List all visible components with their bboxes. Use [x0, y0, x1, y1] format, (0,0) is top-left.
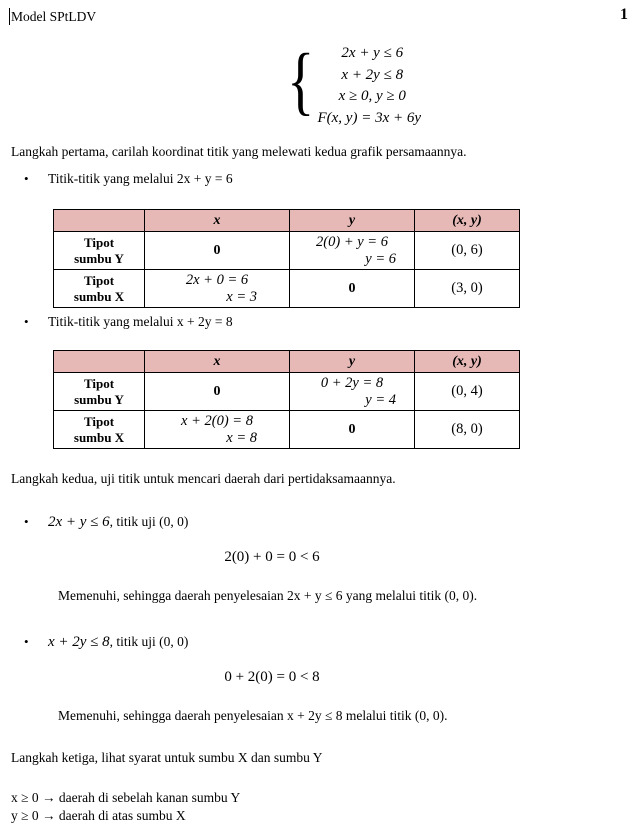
bullet-dot-icon: • [24, 634, 29, 649]
table1-row1-x-l1: 2x + 0 = 6 [185, 271, 249, 288]
table1-row0-label [54, 232, 145, 270]
table-points-line-1 [53, 209, 520, 308]
table1-row0-label-l1: Tipot [83, 234, 115, 250]
left-curly-brace: { [287, 39, 315, 123]
system-line-1: 2x + y ≤ 6 [341, 45, 404, 61]
system-line-4: F(x, y) = 3x + 6y [317, 109, 422, 126]
table1-row1-label [54, 270, 145, 308]
bullet-item-4-math: x + 2y ≤ 8 [48, 634, 110, 650]
table2-row0-xy: (0, 4) [415, 373, 520, 411]
table2-header-x: x [145, 351, 290, 373]
page-number: 1 [620, 6, 628, 23]
table1-header-y: y [290, 210, 415, 232]
table-row [54, 411, 520, 449]
table1-row1-xy: (3, 0) [415, 270, 520, 308]
bullet-item-4 [24, 633, 188, 651]
table-header-row [54, 210, 520, 232]
table2-row0-label-l1: Tipot [83, 375, 115, 391]
bullet-item-3-plain: , titik uji (0, 0) [109, 514, 189, 529]
table2-row1-y: 0 [290, 411, 415, 449]
test-equation-2: 0 + 2(0) = 0 < 8 [224, 669, 320, 685]
bullet-dot-icon: • [24, 171, 29, 186]
system-of-inequalities [287, 39, 422, 129]
table1-row0-xy: (0, 6) [415, 232, 520, 270]
text-caret [9, 8, 10, 25]
system-line-3: x ≥ 0, y ≥ 0 [338, 88, 406, 104]
bullet-item-4-plain: , titik uji (0, 0) [109, 634, 189, 649]
table2-row1-x-l1: x + 2(0) = 8 [181, 412, 253, 429]
bullet-item-3 [24, 513, 188, 531]
bullet-item-3-math: 2x + y ≤ 6 [48, 514, 110, 530]
table1-row0-label-l2: sumbu Y [74, 250, 124, 266]
table1-header-x: x [145, 210, 290, 232]
table1-row0-y-l1: 2(0) + y = 6 [316, 233, 388, 250]
table1-header-xy: (x, y) [415, 210, 520, 232]
step-two-text: Langkah kedua, uji titik untuk mencari daerah dari pertidaksamaannya. [11, 471, 396, 486]
table1-header-blank [54, 210, 145, 232]
table2-header-y: y [290, 351, 415, 373]
axis-condition-y: y ≥ 0 → daerah di atas sumbu X [11, 808, 186, 823]
table2-row0-label-l2: sumbu Y [74, 391, 124, 407]
table-header-row [54, 351, 520, 373]
table2-row0-x: 0 [145, 373, 290, 411]
table1-row0-y [290, 232, 415, 270]
table1-row0-x: 0 [145, 232, 290, 270]
table1-row1-y: 0 [290, 270, 415, 308]
table2-row0-y-l1: 0 + 2y = 8 [320, 374, 384, 391]
table2-row0-label [54, 373, 145, 411]
table2-row0-y-l2: y = 4 [365, 391, 396, 408]
bullet-item-1 [24, 170, 233, 188]
table1-row1-label-l1: Tipot [83, 272, 115, 288]
table2-row1-label-l2: sumbu X [73, 429, 125, 445]
table2-row1-x-l2: x = 8 [226, 429, 257, 446]
table1-row0-y-l2: y = 6 [365, 250, 396, 267]
system-lines [317, 42, 422, 129]
system-line-2: x + 2y ≤ 8 [341, 66, 404, 83]
table2-row1-label [54, 411, 145, 449]
conclusion-text-1: Memenuhi, sehingga daerah penyelesaian 2x + y ≤ 6 yang melalui titik (0, 0). [58, 588, 478, 603]
table2-row1-xy: (8, 0) [415, 411, 520, 449]
table2-row0-y [290, 373, 415, 411]
step-three-text: Langkah ketiga, lihat syarat untuk sumbu X dan sumbu Y [11, 750, 323, 765]
page-title: Model SPtLDV [11, 9, 97, 24]
table2-header-xy: (x, y) [415, 351, 520, 373]
table-row [54, 232, 520, 270]
table1-row1-x [145, 270, 290, 308]
table1-row1-label-l2: sumbu X [73, 288, 125, 304]
table-points-line-2 [53, 350, 520, 449]
bullet-dot-icon: • [24, 314, 29, 329]
table2-row1-x [145, 411, 290, 449]
table2-header-blank [54, 351, 145, 373]
table-row [54, 270, 520, 308]
bullet-item-2 [24, 313, 233, 331]
bullet-item-2-label: Titik-titik yang melalui x + 2y = 8 [48, 314, 233, 329]
step-one-text: Langkah pertama, carilah koordinat titik yang melewati kedua grafik persamaannya. [11, 144, 467, 159]
conclusion-text-2: Memenuhi, sehingga daerah penyelesaian x + 2y ≤ 8 melalui titik (0, 0). [58, 708, 448, 723]
bullet-item-1-label: Titik-titik yang melalui 2x + y = 6 [48, 171, 233, 186]
table2-row1-label-l1: Tipot [83, 413, 115, 429]
table1-row1-x-l2: x = 3 [226, 288, 257, 305]
axis-condition-x: x ≥ 0 → daerah di sebelah kanan sumbu Y [11, 790, 241, 805]
table-row [54, 373, 520, 411]
bullet-dot-icon: • [24, 514, 29, 529]
test-equation-1: 2(0) + 0 = 0 < 6 [224, 549, 320, 565]
